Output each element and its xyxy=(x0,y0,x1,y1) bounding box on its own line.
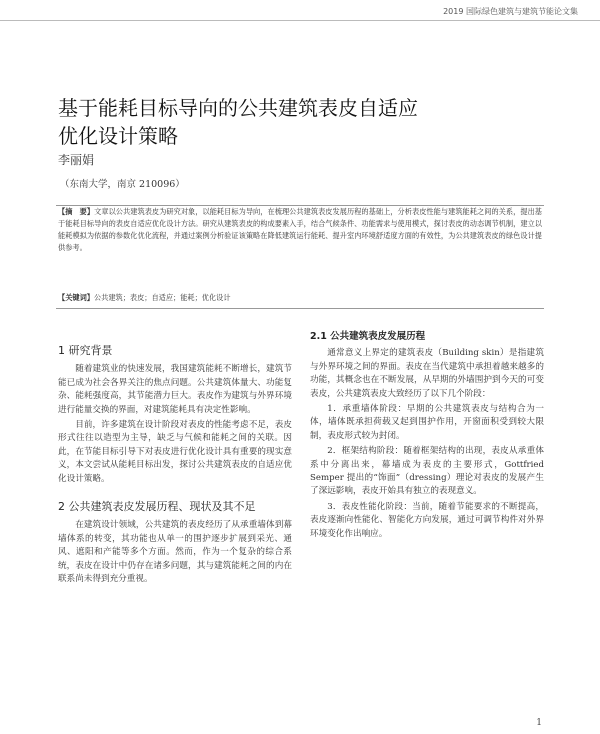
section-2-1-heading: 2.1 公共建筑表皮发展历程 xyxy=(310,331,426,342)
section-2-paragraph-1: 在建筑设计领域，公共建筑的表皮经历了从承重墙体到幕墙体系的转变，其功能也从单一的围护逐步扩展到采光、通风、遮阳和产能等多个方面。然而，作为一个复杂的综合系统，表皮在设计中仍存在诸多问题，其与建筑能耗之间的内在联系尚未得到充分重视。 xyxy=(58,520,292,585)
title-line-1: 基于能耗目标导向的公共建筑表皮自适应 xyxy=(58,96,418,120)
section-1-heading: 1 研究背景 xyxy=(58,344,113,357)
section-2-1-paragraph-1: 通常意义上界定的建筑表皮（Building skin）是指建筑与外界环境之间的界面。表皮在当代建筑中承担着越来越多的功能，其概念也在不断发展，从早期的外墙围护到今天的可变表皮，公共建筑表皮大致经历了以下几个阶段： xyxy=(310,348,544,399)
section-2-1-paragraph-3: 2．框架结构阶段：随着框架结构的出现，表皮从承重体系中分离出来，幕墙成为表皮的主要形式，Gottfried Semper 提出的“饰面”（dressing）理论对表皮的发展产生了深远影响，表皮开始具有独立的表现意义。 xyxy=(310,446,544,497)
section-2-heading: 2 公共建筑表皮发展历程、现状及其不足 xyxy=(58,500,256,514)
paper-title xyxy=(58,94,418,150)
page-number: 1 xyxy=(536,718,542,728)
abstract-text: 文章以公共建筑表皮为研究对象，以能耗目标为导向，在梳理公共建筑表皮发展历程的基础上，分析表皮性能与建筑能耗之间的关系，提出基于能耗目标导向的表皮自适应优化设计方法。研究从建筑表皮的构成要素入手，结合气候条件、功能需求与使用模式，探讨表皮的动态调节机制，建立以能耗模拟为依据的参数化优化流程，并通过案例分析验证该策略在降低建筑运行能耗、提升室内环境舒适度方面的有效性，为公共建筑表皮的绿色设计提供参考。 xyxy=(58,207,542,252)
section-2-1-paragraph-2: 1．承重墙体阶段：早期的公共建筑表皮与结构合为一体，墙体既承担荷载又起到围护作用，开窗面积受到较大限制，表皮形式较为封闭。 xyxy=(310,404,544,441)
section-2-1-paragraph-4: 3．表皮性能化阶段：当前，随着节能要求的不断提高，表皮逐渐向性能化、智能化方向发展，通过可调节构件对外界环境变化作出响应。 xyxy=(310,501,544,539)
author-affiliation: （东南大学，南京 210096） xyxy=(60,179,185,190)
abstract-label: 【摘 要】 xyxy=(58,207,95,216)
section-1-paragraph-1: 随着建筑业的快速发展，我国建筑能耗不断增长，建筑节能已成为社会各界关注的焦点问题。公共建筑体量大、功能复杂、能耗强度高，其节能潜力巨大。表皮作为建筑与外界环境进行能量交换的界面，对建筑能耗具有决定性影响。 xyxy=(58,364,292,415)
keywords-text: 公共建筑；表皮；自适应；能耗；优化设计 xyxy=(93,293,231,302)
keywords-label: 【关键词】 xyxy=(58,293,94,302)
section-1-paragraph-2: 目前，许多建筑在设计阶段对表皮的性能考虑不足，表皮形式往往以造型为主导，缺乏与气候和能耗之间的关联。因此，在节能目标引导下对表皮进行优化设计具有重要的现实意义，本文尝试从能耗目标出发，探讨公共建筑表皮的自适应优化设计策略。 xyxy=(58,420,292,484)
author-name: 李丽娟 xyxy=(58,153,95,167)
running-header: 2019 国际绿色建筑与建筑节能论文集 xyxy=(443,7,578,16)
keywords xyxy=(58,293,542,303)
abstract xyxy=(58,206,542,254)
left-column xyxy=(58,330,292,589)
header-rule xyxy=(0,20,600,21)
title-line-2: 优化设计策略 xyxy=(58,124,178,148)
right-column xyxy=(310,330,544,543)
